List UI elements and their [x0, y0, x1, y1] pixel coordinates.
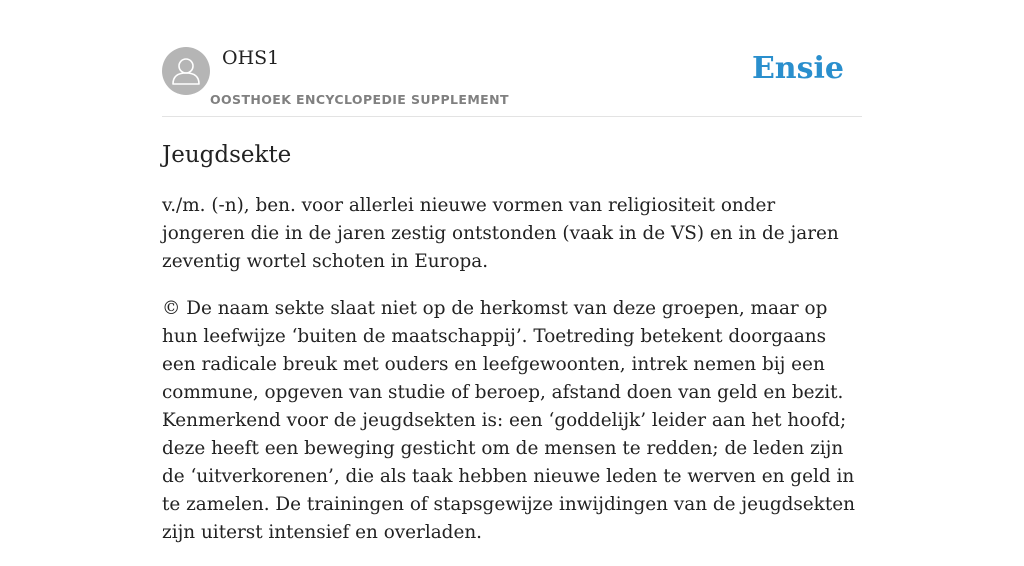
entry-header — [162, 0, 862, 117]
source-label[interactable]: OOSTHOEK ENCYCLOPEDIE SUPPLEMENT — [210, 92, 509, 107]
brand-logo[interactable]: Ensie — [751, 51, 844, 86]
article-title: Jeugdsekte — [162, 142, 292, 168]
article — [162, 140, 862, 566]
avatar-silhouette-icon — [162, 47, 210, 95]
article-paragraph: © De naam sekte slaat niet op de herkomst van deze groepen, maar op hun leefwijze ‘buiten de maatschappij’. Toetreding betekent doorgaans een radicale breuk met ouders en leefgewoonten, intrek nemen bij een commune, opgeven van studie of beroep, afstand doen van geld en bezit. Kenmerkend voor de jeugdsekten is: een ‘goddelijk’ leider aan het hoofd; deze heeft een beweging gesticht om de mensen te redden; de leden zijn de ‘uitverkorenen’, die als taak hebben nieuwe leden te werven en geld in te zamelen. De trainingen of stapsgewijze inwijdingen van de jeugdsekten zijn uiterst intensief en overladen. — [162, 298, 855, 543]
author-name[interactable]: OHS1 — [222, 47, 280, 69]
user-avatar-icon[interactable] — [162, 47, 210, 95]
article-paragraph: v./m. (-n), ben. voor allerlei nieuwe vormen van religiositeit onder jongeren die in de jaren zestig ontstonden (vaak in de VS) en in de jaren zeventig wortel schoten in Europa. — [162, 195, 839, 272]
